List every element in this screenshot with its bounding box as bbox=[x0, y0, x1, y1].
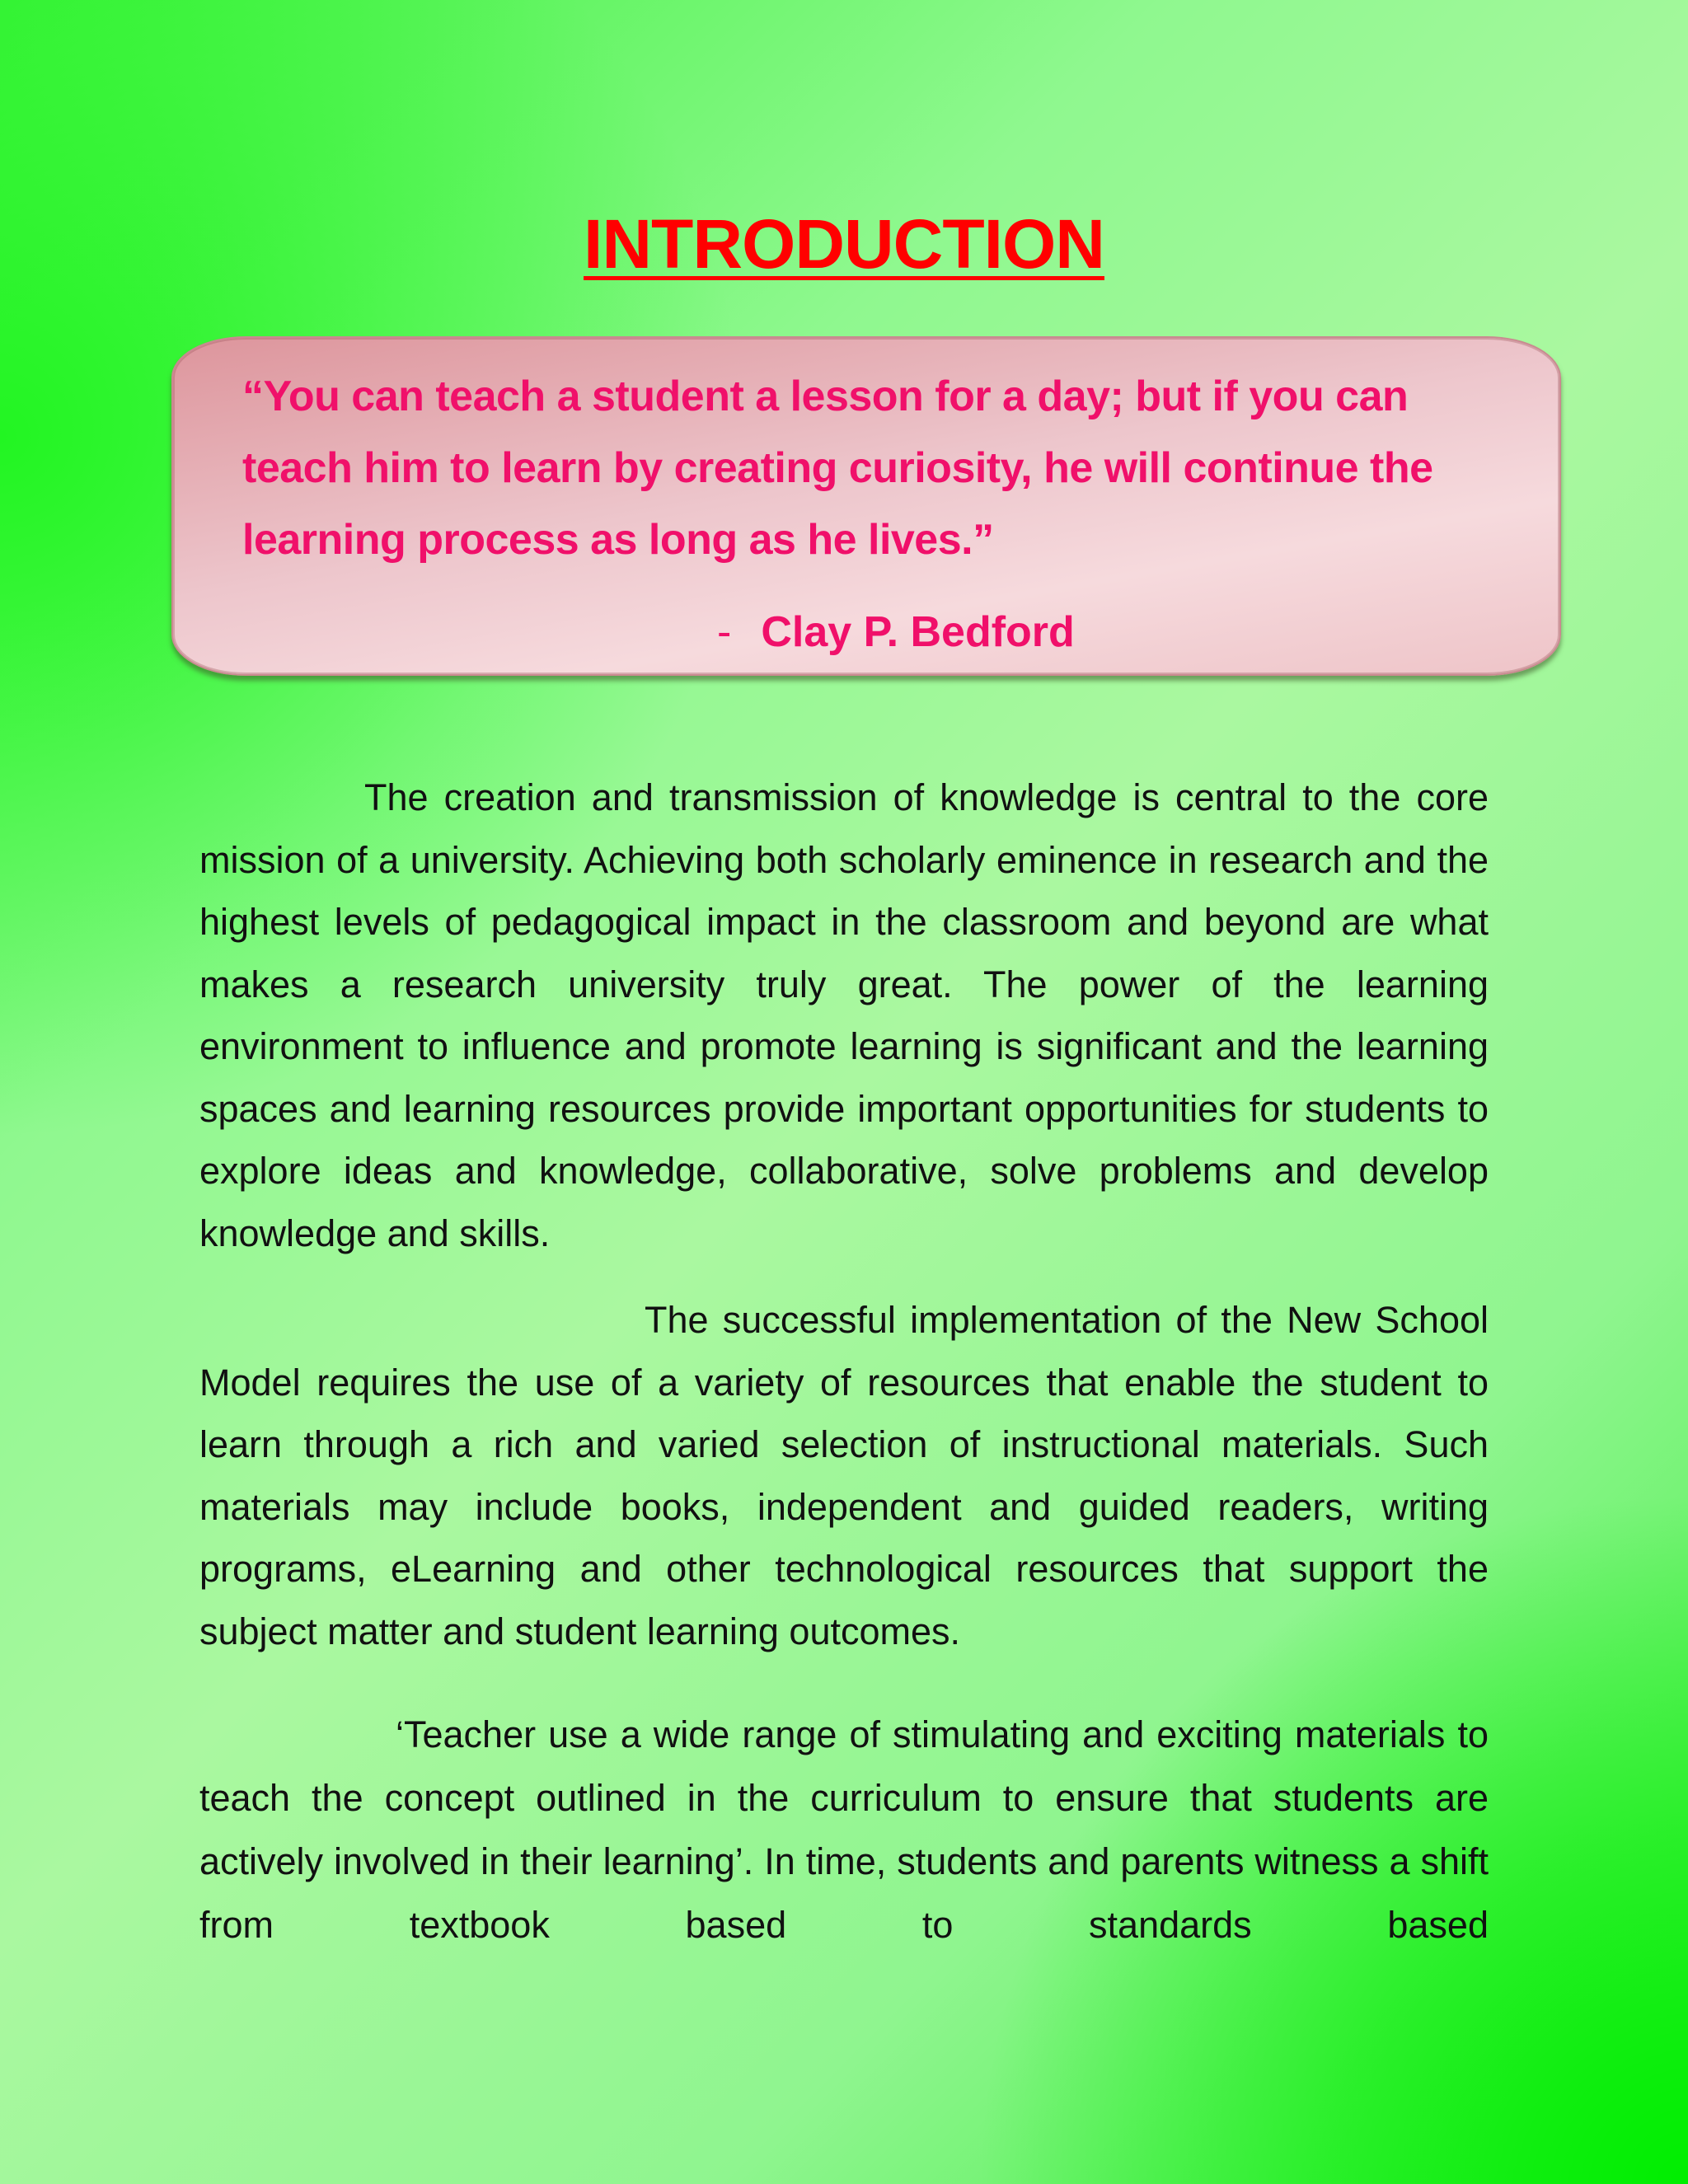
quote-text: “You can teach a student a lesson for a day; but if you can teach him to learn by creating curiosity, he will continue the learning process as long as he lives.” bbox=[242, 373, 1433, 564]
attribution-dash: - bbox=[717, 608, 732, 656]
quote-box bbox=[171, 336, 1561, 676]
page-title: INTRODUCTION bbox=[584, 205, 1104, 283]
body-paragraph-2: The successful implementation of the New School Model requires the use of a variety of resources that enable the student to learn through a rich and varied selection of instructional materials. Such materials may include books, independent and guided readers, writing programs, eLearning and other technological resources that support the subject matter and student learning outcomes. bbox=[199, 1299, 1489, 1652]
body-paragraph-1: The creation and transmission of knowledge is central to the core mission of a university. Achieving both scholarly eminence in research and the highest levels of pedagogical impact in the classroom and beyond are what makes a research university truly great. The power of the learning environment to influence and promote learning is significant and the learning spaces and learning resources provide important opportunities for students to explore ideas and knowledge, collaborative, solve problems and develop knowledge and skills. bbox=[199, 776, 1489, 1254]
quote-author: Clay P. Bedford bbox=[761, 608, 1075, 656]
quote-attribution bbox=[717, 603, 1075, 661]
body-paragraph-3: ‘Teacher use a wide range of stimulating and exciting materials to teach the concept outlined in the curriculum to ensure that students are actively involved in their learning’. In time, students and parents witness a shift from textbook based to standards based bbox=[199, 1713, 1489, 1946]
